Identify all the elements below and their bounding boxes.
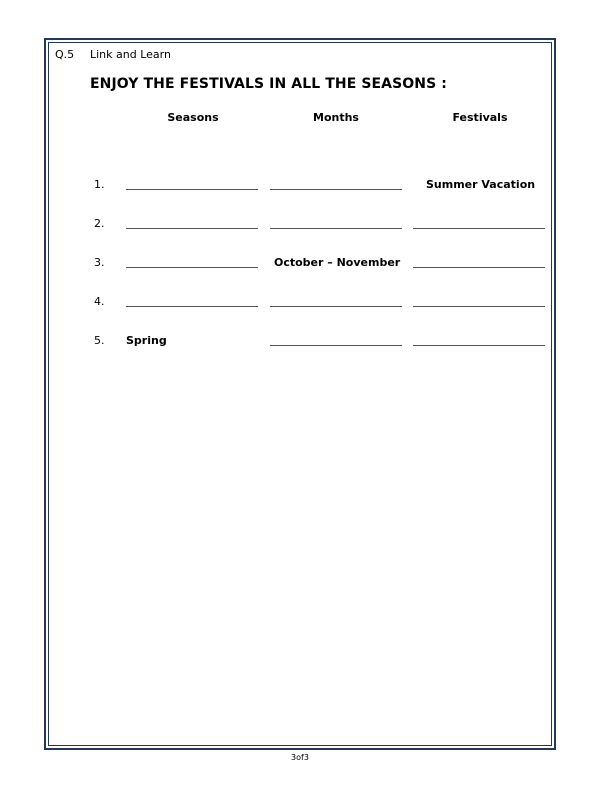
table-row bbox=[0, 295, 600, 311]
season-blank[interactable] bbox=[126, 306, 258, 307]
season-blank[interactable] bbox=[126, 189, 258, 190]
season-blank[interactable] bbox=[126, 267, 258, 268]
month-blank[interactable] bbox=[270, 345, 402, 346]
festival-answer: Summer Vacation bbox=[426, 178, 536, 191]
row-number: 2. bbox=[94, 217, 105, 230]
question-number: Q.5 bbox=[55, 48, 75, 61]
table-row bbox=[0, 256, 600, 272]
column-header-seasons: Seasons bbox=[167, 111, 219, 124]
festival-blank[interactable] bbox=[413, 345, 545, 346]
season-blank[interactable] bbox=[126, 228, 258, 229]
table-row bbox=[0, 178, 600, 194]
month-blank[interactable] bbox=[270, 228, 402, 229]
table-row bbox=[0, 334, 600, 350]
table-row bbox=[0, 217, 600, 233]
month-answer: October – November bbox=[274, 256, 401, 269]
month-blank[interactable] bbox=[270, 189, 402, 190]
row-number: 5. bbox=[94, 334, 105, 347]
worksheet-heading: ENJOY THE FESTIVALS IN ALL THE SEASONS : bbox=[90, 76, 447, 92]
festival-blank[interactable] bbox=[413, 267, 545, 268]
page-number: 3of3 bbox=[291, 753, 309, 762]
month-blank[interactable] bbox=[270, 306, 402, 307]
column-header-months: Months bbox=[313, 111, 359, 124]
season-answer: Spring bbox=[126, 334, 167, 347]
page-border-inner bbox=[48, 42, 552, 746]
row-number: 1. bbox=[94, 178, 105, 191]
row-number: 4. bbox=[94, 295, 105, 308]
festival-blank[interactable] bbox=[413, 306, 545, 307]
festival-blank[interactable] bbox=[413, 228, 545, 229]
row-number: 3. bbox=[94, 256, 105, 269]
column-header-festivals: Festivals bbox=[452, 111, 508, 124]
question-title: Link and Learn bbox=[90, 48, 171, 61]
